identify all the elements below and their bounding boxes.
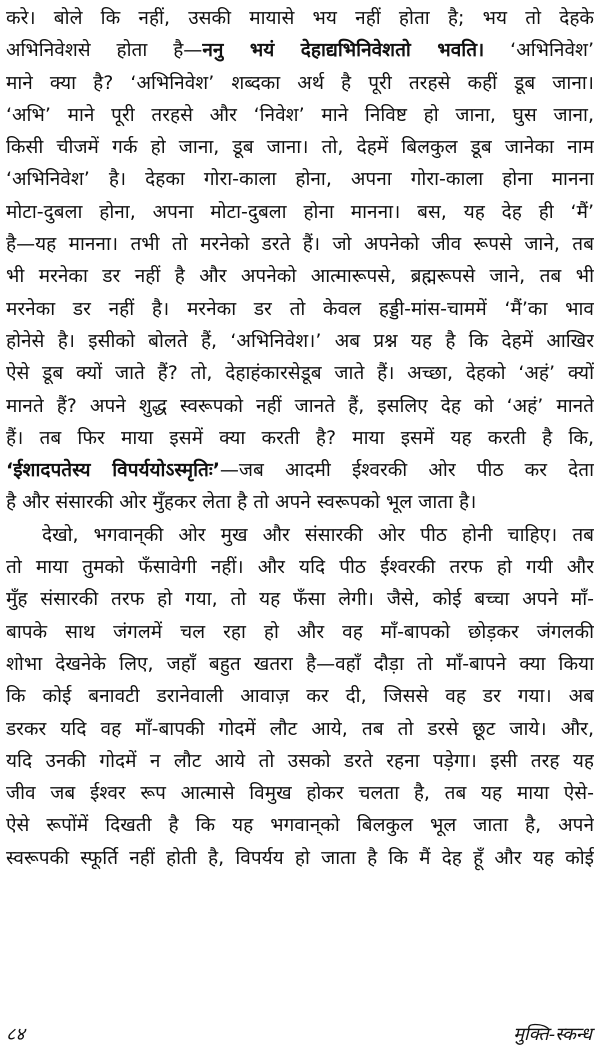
sanskrit-quote: ननु भयं देहाद्यभिनिवेशतो भवति। xyxy=(202,39,485,62)
text-line: ऐसे रूपोंमें दिखती है कि यह भगवान्‌को बिलकुल भूल जाता है, अपने xyxy=(6,814,594,837)
text-line xyxy=(6,34,594,66)
text-line: है और संसारकी ओर मुँहकर लेता है तो अपने स्वरूपको भूल जाता है। xyxy=(6,491,477,514)
text-line: ‘अभिनिवेश’ है। देहका गोरा-काला होना, अपना गोरा-काला होना मानना xyxy=(6,168,594,191)
text-span: ‘अभिनिवेश’ xyxy=(484,39,594,62)
text-line: कि कोई बनावटी डरानेवाली आवाज़ कर दी, जिससे वह डर गया। अब xyxy=(6,685,594,708)
text-line: मानते हैं? अपने शुद्ध स्वरूपको नहीं जानते हैं, इसलिए देह को ‘अहं’ मानते xyxy=(6,394,594,417)
text-line: तो माया तुमको फँसावेगी नहीं। और यदि पीठ ईश्वरकी तरफ हो गयी और xyxy=(6,556,594,579)
text-line: डरकर यदि वह माँ-बापकी गोदमें लौट आये, तब तो डरसे छूट जाये। और, xyxy=(6,717,594,740)
text-line: माने क्या है? ‘अभिनिवेश’ शब्दका अर्थ है पूरी तरहसे कहीं डूब जाना। xyxy=(6,71,594,94)
text-span: —जब आदमी ईश्वरकी ओर पीठ कर देता xyxy=(219,459,594,482)
text-line: भी मरनेका डर नहीं है और अपनेको आत्मारूपसे, ब्रह्मरूपसे जाने, तब भी xyxy=(6,265,594,288)
text-line: किसी चीजमें गर्क हो जाना, डूब जाना। तो, देहमें बिलकुल डूब जानेका नाम xyxy=(6,136,594,159)
text-line: ‘अभि’ माने पूरी तरहसे और ‘निवेश’ माने निविष्ट हो जाना, घुस जाना, xyxy=(6,103,594,126)
text-line: हैं। तब फिर माया इसमें क्या करती है? माया इसमें यह करती है कि, xyxy=(6,426,594,449)
text-line: देखो, भगवान्‌की ओर मुख और संसारकी ओर पीठ होनी चाहिए। तब xyxy=(42,523,594,546)
text-line: शोभा देखनेके लिए, जहाँ बहुत खतरा है—वहाँ दौड़ा तो माँ-बापने क्या किया xyxy=(6,652,594,675)
body-text xyxy=(6,2,594,874)
text-line xyxy=(6,454,594,486)
text-line: मुँह संसारकी तरफ हो गया, तो यह फँसा लेगी। जैसे, कोई बच्चा अपने माँ- xyxy=(6,588,594,611)
text-line: यदि उनकी गोदमें न लौट आये तो उसको डरते रहना पड़ेगा। इसी तरह यह xyxy=(6,749,594,772)
text-line: ऐसे डूब क्यों जाते हैं? तो, देहाहंकारसेडूब जाते हैं। अच्छा, देहको ‘अहं’ क्यों xyxy=(6,362,594,385)
page-number: ८४ xyxy=(6,1024,25,1045)
text-line: बापके साथ जंगलमें चल रहा हो और वह माँ-बापको छोड़कर जंगलकी xyxy=(6,620,594,643)
sanskrit-quote: ‘ईशादपतेस्य विपर्ययोऽस्मृतिः’ xyxy=(6,459,220,482)
text-span: अभिनिवेशसे होता है— xyxy=(6,39,203,62)
text-line: है—यह मानना। तभी तो मरनेको डरते हैं। जो अपनेको जीव रूपसे जाने, तब xyxy=(6,233,594,256)
text-line: जीव जब ईश्वर रूप आत्मासे विमुख होकर चलता है, तब यह माया ऐसे- xyxy=(6,782,594,805)
text-line: होनेसे है। इसीको बोलते हैं, ‘अभिनिवेश।’ अब प्रश्न यह है कि देहमें आखिर xyxy=(6,329,594,352)
text-line: स्वरूपकी स्फूर्ति नहीं होती है, विपर्यय हो जाता है कि मैं देह हूँ और यह कोई xyxy=(6,846,594,869)
page-footer xyxy=(6,1020,592,1050)
text-line: मोटा-दुबला होना, अपना मोटा-दुबला होना मानना। बस, यह देह ही ‘मैं’ xyxy=(6,200,594,223)
text-line: करे। बोले कि नहीं, उसकी मायासे भय नहीं होता है; भय तो देहके xyxy=(6,7,594,29)
text-line: मरनेका डर नहीं है। मरनेका डर तो केवल हड्डी-मांस-चाममें ‘मैं’का भाव xyxy=(6,297,594,320)
section-title: मुक्ति-स्कन्ध xyxy=(513,1024,592,1045)
